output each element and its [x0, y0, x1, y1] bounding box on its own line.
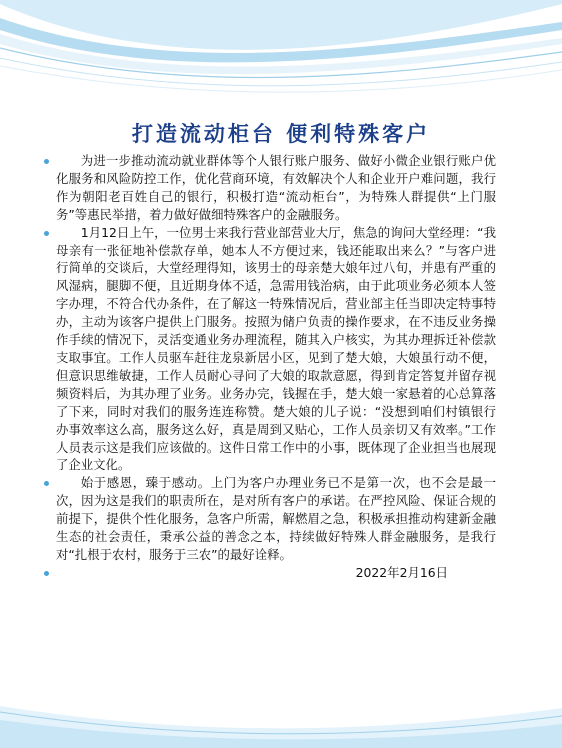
paragraph-story-text: 1月12日上午，一位男士来我行营业部营业大厅，焦急的询问大堂经理：“我母亲有一张征地补偿款存单，她本人不方便过来，钱还能取出来么？”与客户进行简单的交谈后，大堂经理得知，该男士的母亲楚大娘年过八旬，并患有严重的风湿病，腿脚不便，且近期身体不适，急需用钱治病，由于此项业务必须本人签字办理，不符合代办条件，在了解这一特殊情况后，营业部主任当即决定特事特办，主动为该客户提供上门服务。按照为储户负责的操作要求，在不违反业务操作手续的情况下，灵活变通业务办理流程，随其入户核实，为其办理拆迁补偿款支取事宜。工作人员驱车赶往龙泉新居小区，见到了楚大娘，大娘虽行动不便，但意识思维敏捷，工作人员耐心寻问了大娘的取款意愿，得到肯定答复并留存视频资料后，为其办理了业务。业务办完，钱握在手，楚大娘一家悬着的心总算落了下来，同时对我们的服务连连称赞。楚大娘的儿子说：“没想到咱们村镇银行办事效率这么高，服务这么好，真是周到又贴心，工作人员亲切又有效率。”工作人员表示这是我们应该做的。这件日常工作中的小事，既体现了企业担当也展现了企业文化。 — [56, 224, 496, 473]
paragraph-conclusion-text: 始于感恩，臻于感动。上门为客户办理业务已不是第一次，也不会是最一次，因为这是我们的职责所在，是对所有客户的承诺。在严控风险、保证合规的前提下，提供个性化服务，急客户所需，解燃眉之急，积极承担推动构建新金融生态的社会责任，秉承公益的善念之本，持续做好特殊人群金融服务，是我行对“扎根于农村，服务于三农”的最好诠释。 — [56, 475, 496, 562]
document-date: 2022年2月16日 — [355, 564, 448, 580]
document-body — [56, 152, 496, 582]
paragraph-intro — [56, 152, 496, 224]
bullet-icon — [44, 231, 49, 236]
bullet-icon — [44, 571, 49, 576]
paragraph-intro-text: 为进一步推动流动就业群体等个人银行账户服务、做好小微企业银行账户优化服务和风险防控工作，优化营商环境，有效解决个人和企业开户难问题，我行作为朝阳老百姓自己的银行，积极打造“流动柜台”，为特殊人群提供“上门服务”等惠民举措，着力做好做细特殊客户的金融服务。 — [56, 153, 496, 222]
bullet-icon — [44, 159, 49, 164]
page-title: 打造流动柜台 便利特殊客户 — [131, 121, 431, 147]
date-line — [56, 564, 496, 582]
paragraph-conclusion — [56, 474, 496, 564]
paragraph-story — [56, 224, 496, 475]
